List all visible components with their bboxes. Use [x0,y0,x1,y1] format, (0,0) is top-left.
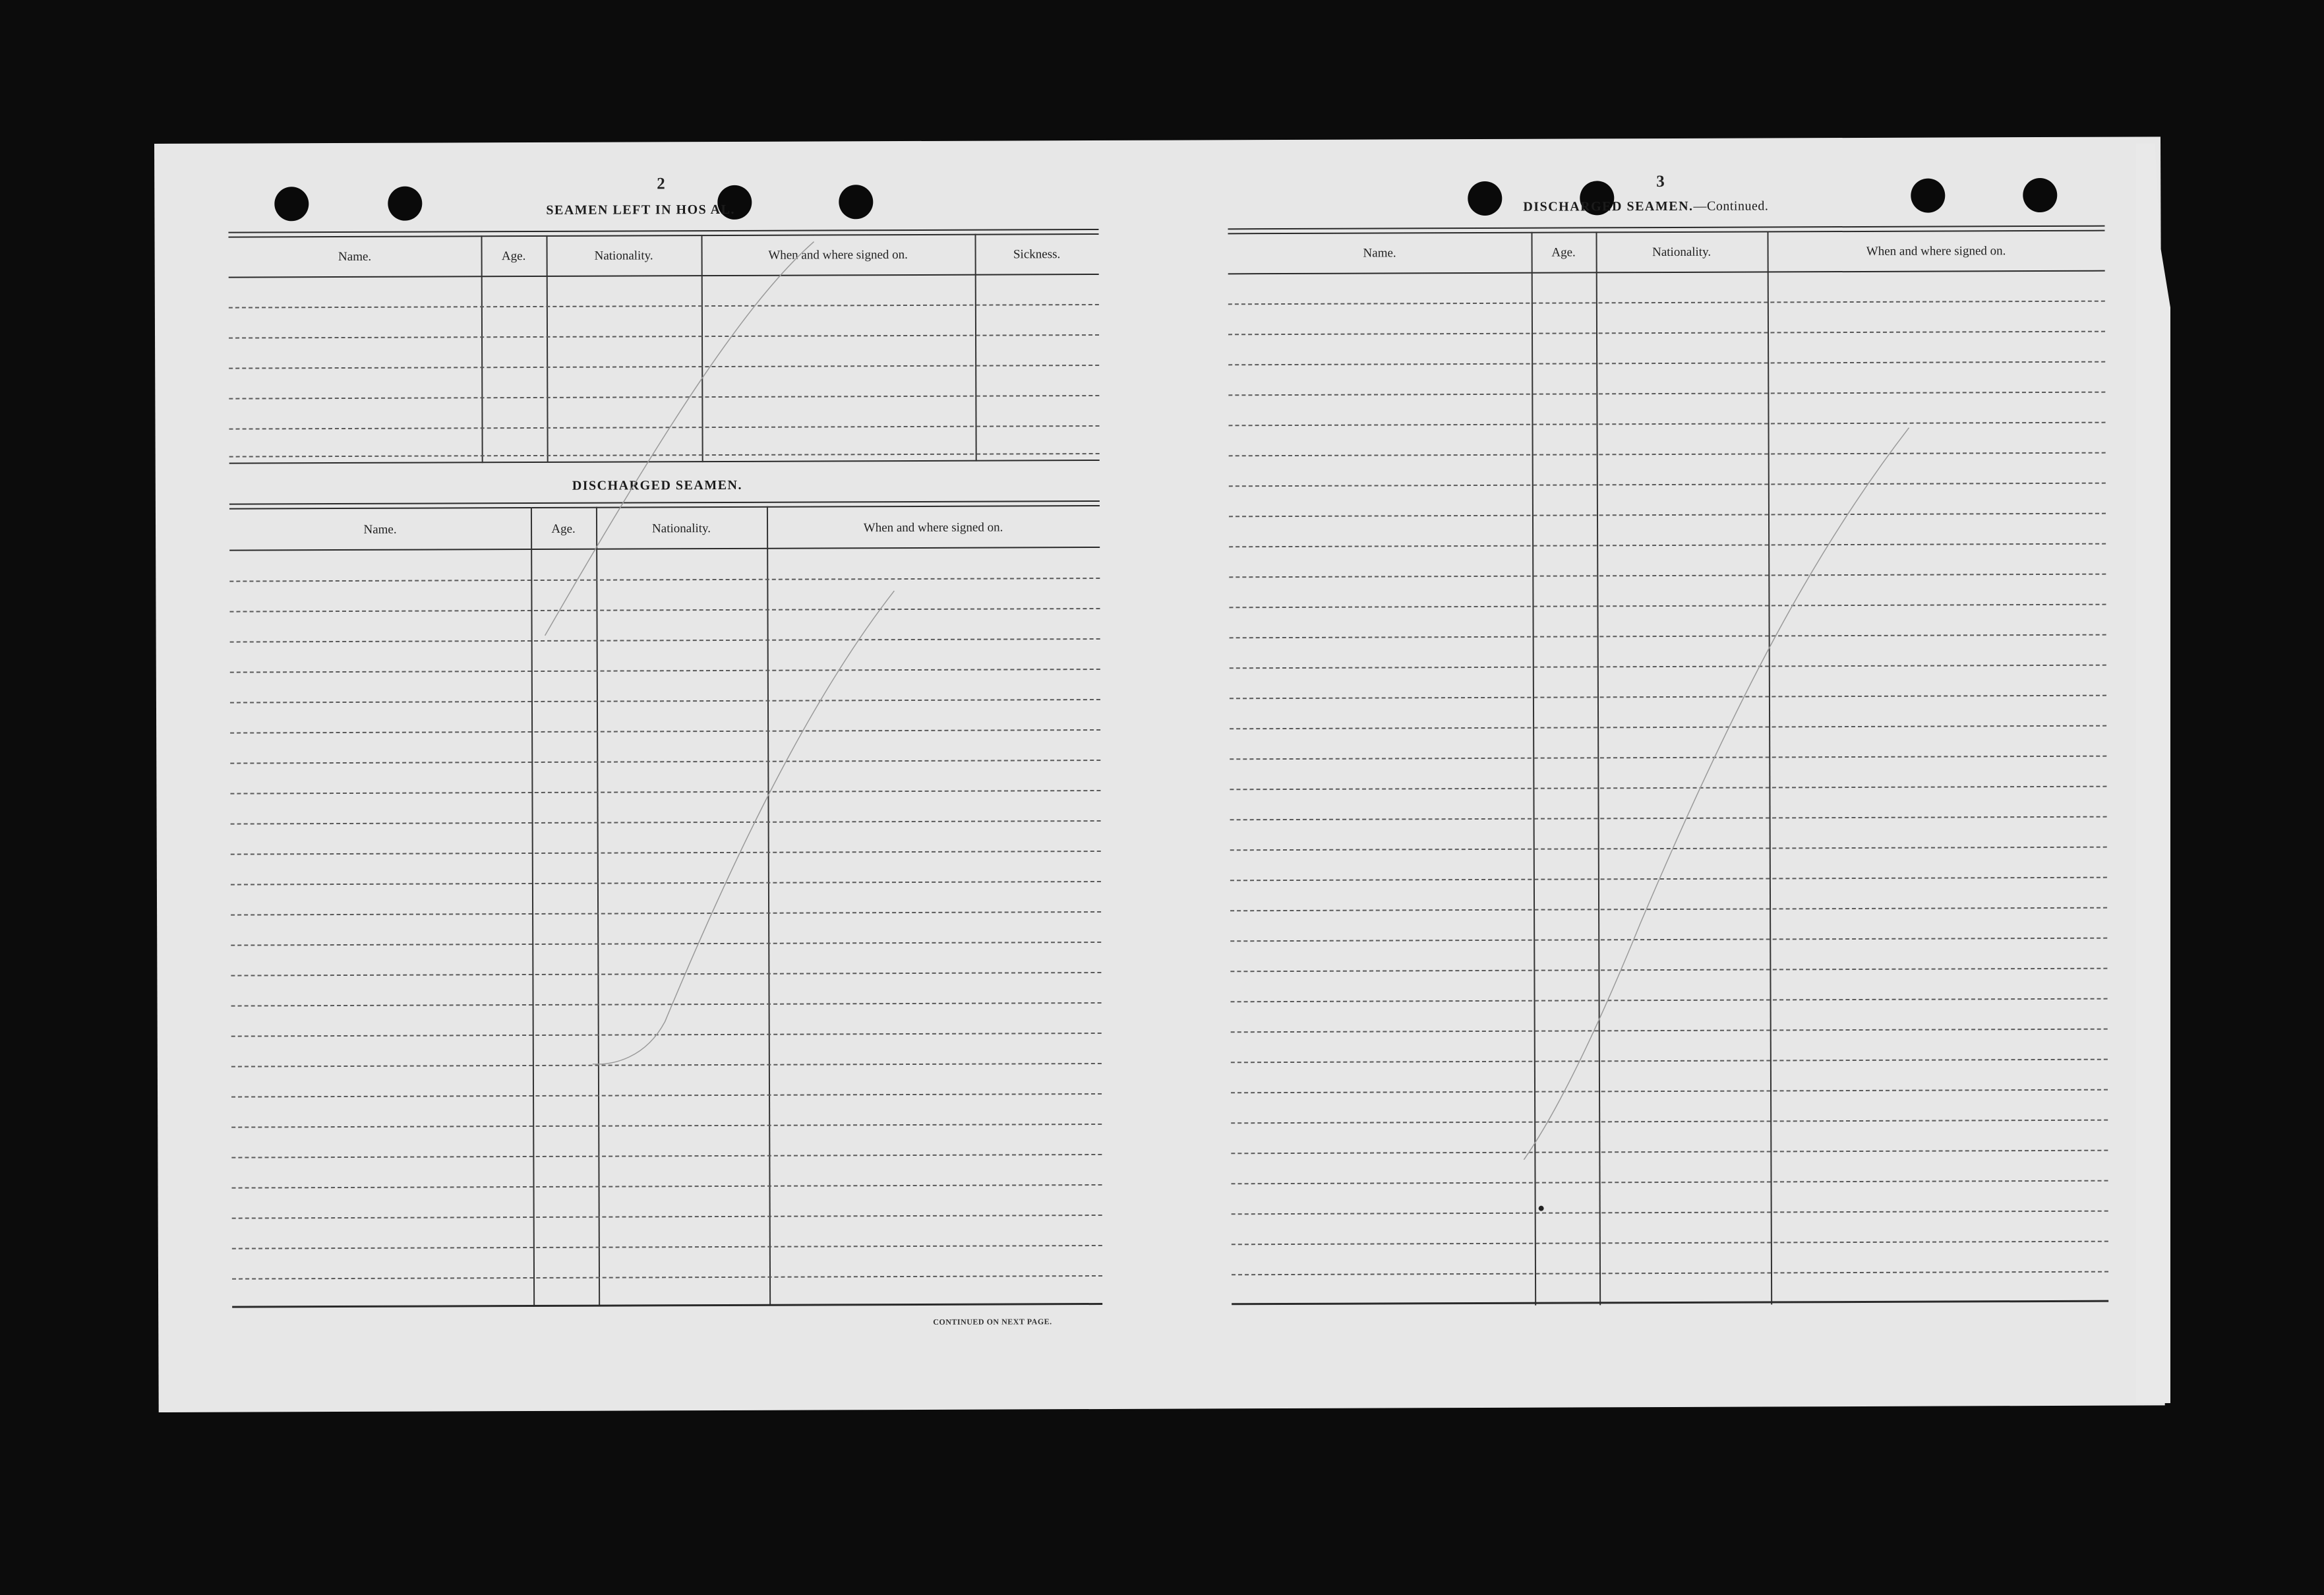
column-header: Age. [1551,245,1576,260]
page-number-left: 2 [657,175,665,193]
column-header: Nationality. [594,249,653,263]
column-header: When and where signed on. [768,248,908,262]
hospital-section-title: SEAMEN LEFT IN HOS AL. [546,202,735,218]
column-header: Sickness. [1013,247,1061,262]
column-header: Name. [1363,246,1396,260]
scanned-form-sheet [154,136,2165,1412]
discharged-section-title: DISCHARGED SEAMEN. [572,477,743,493]
column-header: Nationality. [652,522,711,536]
page-number-right: 3 [1656,173,1665,191]
column-header: Age. [501,249,526,264]
column-header: When and where signed on. [1866,244,2006,258]
pencil-stroke-marks [154,136,2165,1412]
column-header: Name. [338,249,372,264]
continued-note: CONTINUED ON NEXT PAGE. [933,1317,1052,1327]
ink-speck [1539,1206,1544,1211]
column-header: Age. [551,522,576,536]
discharged-continued-suffix: —Continued. [1693,198,1769,214]
page-edge [2136,144,2170,1403]
column-header: Nationality. [1652,245,1712,260]
discharged-continued-title-main: DISCHARGED SEAMEN. [1523,198,1694,214]
column-header: When and where signed on. [863,520,1003,535]
column-header: Name. [363,522,397,537]
